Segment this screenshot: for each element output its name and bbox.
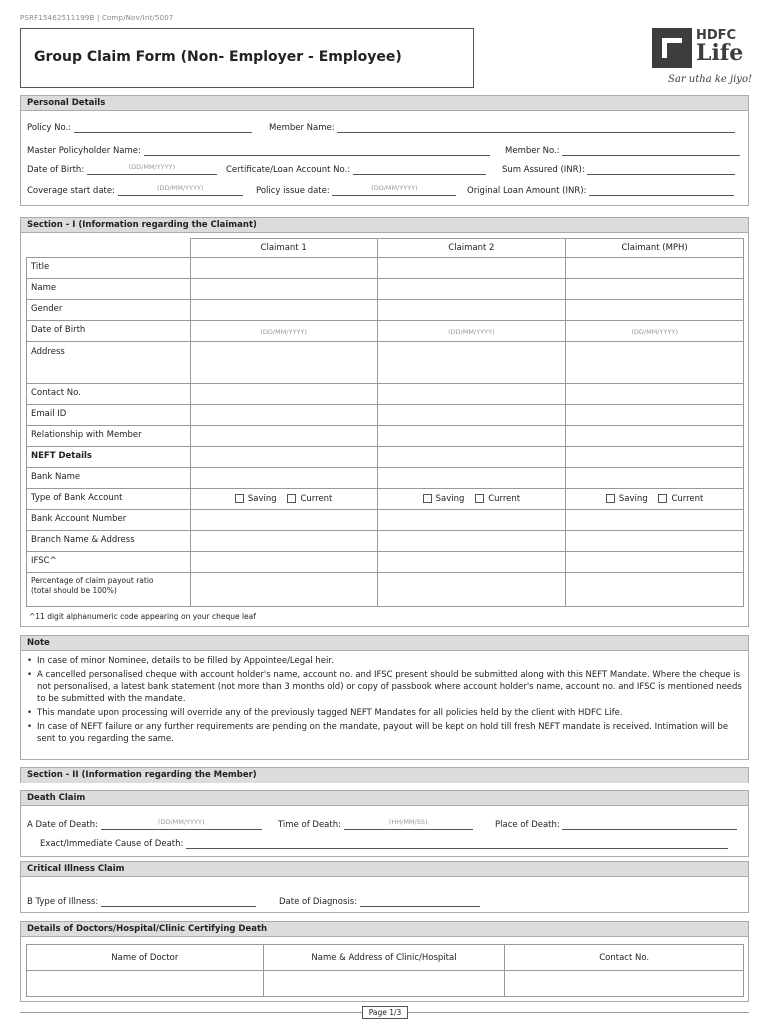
list-item: • In case of NEFT failure or any further requirements are pending on the mandate, payout will be kept on hold till fresh NEFT mandate is received. Intimation will be sent to you regarding the same. <box>26 721 744 745</box>
member-name-field[interactable] <box>337 123 735 133</box>
table-row <box>27 552 744 573</box>
coverage-start-field[interactable]: (DD/MM/YYYY) <box>118 186 243 196</box>
claimant-mph-branch-cell[interactable] <box>566 531 744 552</box>
claimant-2-address-cell[interactable] <box>377 342 566 384</box>
policy-no-row: Policy No.: <box>27 123 252 133</box>
form-title-box <box>20 28 474 88</box>
row-label-address: Address <box>27 342 191 384</box>
time-of-death-row: Time of Death: (HH/MM/SS) <box>278 820 473 830</box>
logo-text-life: Life <box>696 40 744 66</box>
doctor-contact-cell[interactable] <box>505 971 744 997</box>
doctor-name-cell[interactable] <box>27 971 264 997</box>
sum-assured-row: Sum Assured (INR): <box>502 165 735 175</box>
claimant-mph-email-cell[interactable] <box>566 405 744 426</box>
date-of-diagnosis-row: Date of Diagnosis: <box>279 897 480 907</box>
claimant-mph-account-number-cell[interactable] <box>566 510 744 531</box>
doctor-contact-header: Contact No. <box>505 945 744 971</box>
coverage-start-row: Coverage start date: (DD/MM/YYYY) <box>27 186 243 196</box>
claimant-1-dob-cell[interactable]: (DD/MM/YYYY) <box>190 321 377 342</box>
form-reference-code: PSRF15462511199B | Comp/Nov/Int/5007 <box>20 14 174 22</box>
member-no-field[interactable] <box>562 146 740 156</box>
table-row <box>27 405 744 426</box>
claimant-1-ifsc-cell[interactable] <box>190 552 377 573</box>
claimant-2-dob-cell[interactable]: (DD/MM/YYYY) <box>377 321 566 342</box>
date-of-death-row: A Date of Death: (DD/MM/YYYY) <box>27 820 262 830</box>
type-of-illness-row: B Type of Illness: <box>27 897 256 907</box>
claimant-table <box>26 238 744 607</box>
dob-field[interactable]: (DD/MM/YYYY) <box>87 165 217 175</box>
table-row <box>27 426 744 447</box>
cert-loan-row: Certificate/Loan Account No.: <box>226 165 486 175</box>
claimant-1-gender-cell[interactable] <box>190 300 377 321</box>
orig-loan-field[interactable] <box>589 186 734 196</box>
doctor-name-header: Name of Doctor <box>27 945 264 971</box>
row-label-name: Name <box>27 279 191 300</box>
cert-loan-field[interactable] <box>353 165 486 175</box>
claimant-1-saving-checkbox[interactable] <box>235 494 244 503</box>
place-of-death-field[interactable] <box>562 820 737 830</box>
claimant-2-payout-cell[interactable] <box>377 573 566 607</box>
cause-of-death-row: Exact/Immediate Cause of Death: <box>40 839 728 849</box>
row-label-account-type: Type of Bank Account <box>27 489 191 510</box>
claimant-2-current-checkbox[interactable] <box>475 494 484 503</box>
row-label-gender: Gender <box>27 300 191 321</box>
claimant-2-account-type-cell: Saving Current <box>377 489 566 510</box>
claimant-1-header: Claimant 1 <box>190 239 377 258</box>
table-row <box>27 573 744 607</box>
claimant-mph-address-cell[interactable] <box>566 342 744 384</box>
doctors-heading: Details of Doctors/Hospital/Clinic Certifying Death <box>21 922 748 937</box>
claimant-mph-account-type-cell: Saving Current <box>566 489 744 510</box>
logo-mark-icon <box>652 28 692 68</box>
row-label-branch: Branch Name & Address <box>27 531 191 552</box>
doctors-table <box>26 944 744 997</box>
date-of-death-field[interactable]: (DD/MM/YYYY) <box>101 820 262 830</box>
claimant-2-bank-name-cell[interactable] <box>377 468 566 489</box>
critical-illness-heading: Critical Illness Claim <box>21 862 748 877</box>
logo-tagline: Sar utha ke jiyo! <box>668 74 752 85</box>
row-label-account-number: Bank Account Number <box>27 510 191 531</box>
ifsc-footnote: ^11 digit alphanumeric code appearing on your cheque leaf <box>29 612 256 621</box>
policy-issue-field[interactable]: (DD/MM/YYYY) <box>332 186 456 196</box>
table-row <box>27 468 744 489</box>
list-item: • A cancelled personalised cheque with account holder's name, account no. and IFSC present should be submitted along with this NEFT Mandate. Where the cheque is not personalised, a latest bank statement (not more than 3 months old) or copy of passbook where account holder's name, account no. and IFSC is mentioned needs to be submitted with the mandate. <box>26 669 744 705</box>
logo-text-hdfc: HDFC <box>696 28 737 43</box>
form-title: Group Claim Form (Non- Employer - Employee) <box>34 49 402 65</box>
section-2 <box>20 767 749 783</box>
clinic-cell[interactable] <box>263 971 505 997</box>
claimant-1-email-cell[interactable] <box>190 405 377 426</box>
claimant-2-branch-cell[interactable] <box>377 531 566 552</box>
list-item: • In case of minor Nominee, details to be filled by Appointee/Legal heir. <box>26 655 744 667</box>
table-row <box>27 258 744 279</box>
member-no-row: Member No.: <box>505 146 740 156</box>
claimant-mph-contact-cell[interactable] <box>566 384 744 405</box>
claimant-1-contact-cell[interactable] <box>190 384 377 405</box>
claimant-1-account-number-cell[interactable] <box>190 510 377 531</box>
master-policyholder-field[interactable] <box>144 146 490 156</box>
type-of-illness-field[interactable] <box>101 897 256 907</box>
claimant-2-title-cell[interactable] <box>377 258 566 279</box>
place-of-death-row: Place of Death: <box>495 820 737 830</box>
claimant-mph-relationship-cell[interactable] <box>566 426 744 447</box>
row-label-dob: Date of Birth <box>27 321 191 342</box>
claimant-1-name-cell[interactable] <box>190 279 377 300</box>
table-row <box>27 342 744 384</box>
table-row <box>27 945 744 971</box>
table-row <box>27 384 744 405</box>
claimant-mph-header: Claimant (MPH) <box>566 239 744 258</box>
clinic-header: Name & Address of Clinic/Hospital <box>263 945 505 971</box>
table-row <box>27 300 744 321</box>
claimant-mph-bank-name-cell[interactable] <box>566 468 744 489</box>
note-list <box>26 655 744 747</box>
claimant-2-email-cell[interactable] <box>377 405 566 426</box>
claimant-1-address-cell[interactable] <box>190 342 377 384</box>
personal-details-heading: Personal Details <box>21 96 748 111</box>
row-label-ifsc: IFSC^ <box>27 552 191 573</box>
claimant-2-name-cell[interactable] <box>377 279 566 300</box>
cause-of-death-field[interactable] <box>186 839 728 849</box>
table-row <box>27 510 744 531</box>
claimant-1-account-type-cell: Saving Current <box>190 489 377 510</box>
master-policyholder-row: Master Policyholder Name: <box>27 146 490 156</box>
claimant-mph-current-checkbox[interactable] <box>658 494 667 503</box>
claimant-mph-title-cell[interactable] <box>566 258 744 279</box>
claimant-mph-gender-cell[interactable] <box>566 300 744 321</box>
claimant-mph-ifsc-cell[interactable] <box>566 552 744 573</box>
claimant-2-ifsc-cell[interactable] <box>377 552 566 573</box>
page-number: Page 1/3 <box>362 1006 408 1019</box>
claimant-2-gender-cell[interactable] <box>377 300 566 321</box>
table-row <box>27 489 744 510</box>
table-row <box>27 279 744 300</box>
section-1-heading: Section - I (Information regarding the Claimant) <box>21 218 748 233</box>
claimant-1-payout-cell[interactable] <box>190 573 377 607</box>
table-row <box>27 531 744 552</box>
orig-loan-row: Original Loan Amount (INR): <box>467 186 734 196</box>
claimant-2-account-number-cell[interactable] <box>377 510 566 531</box>
claimant-1-branch-cell[interactable] <box>190 531 377 552</box>
note-heading: Note <box>21 636 748 651</box>
claimant-1-current-checkbox[interactable] <box>287 494 296 503</box>
claimant-2-contact-cell[interactable] <box>377 384 566 405</box>
date-of-diagnosis-field[interactable] <box>360 897 480 907</box>
member-name-row: Member Name: <box>269 123 735 133</box>
policy-issue-row: Policy issue date: (DD/MM/YYYY) <box>256 186 456 196</box>
row-label-payout: Percentage of claim payout ratio (total should be 100%) <box>27 573 191 607</box>
section-2-heading: Section - II (Information regarding the Member) <box>21 768 748 783</box>
hdfc-life-logo <box>650 26 752 90</box>
list-item: • This mandate upon processing will override any of the previously tagged NEFT Mandates for all policies held by the client with HDFC Life. <box>26 707 744 719</box>
table-row <box>27 321 744 342</box>
claimant-header-row <box>27 239 744 258</box>
claimant-2-header: Claimant 2 <box>377 239 566 258</box>
row-label-bank-name: Bank Name <box>27 468 191 489</box>
claimant-1-title-cell[interactable] <box>190 258 377 279</box>
time-of-death-field[interactable]: (HH/MM/SS) <box>344 820 473 830</box>
claimant-2-relationship-cell[interactable] <box>377 426 566 447</box>
claimant-mph-dob-cell[interactable]: (DD/MM/YYYY) <box>566 321 744 342</box>
dob-row: Date of Birth: (DD/MM/YYYY) <box>27 165 217 175</box>
policy-no-field[interactable] <box>74 123 252 133</box>
claimant-1-relationship-cell[interactable] <box>190 426 377 447</box>
death-claim-heading: Death Claim <box>21 791 748 806</box>
claimant-1-bank-name-cell[interactable] <box>190 468 377 489</box>
claimant-mph-payout-cell[interactable] <box>566 573 744 607</box>
claimant-2-saving-checkbox[interactable] <box>423 494 432 503</box>
row-label-neft: NEFT Details <box>27 447 191 468</box>
sum-assured-field[interactable] <box>587 165 735 175</box>
claimant-mph-saving-checkbox[interactable] <box>606 494 615 503</box>
table-row <box>27 971 744 997</box>
table-row <box>27 447 744 468</box>
row-label-relationship: Relationship with Member <box>27 426 191 447</box>
row-label-title: Title <box>27 258 191 279</box>
row-label-contact: Contact No. <box>27 384 191 405</box>
row-label-email: Email ID <box>27 405 191 426</box>
claimant-mph-name-cell[interactable] <box>566 279 744 300</box>
